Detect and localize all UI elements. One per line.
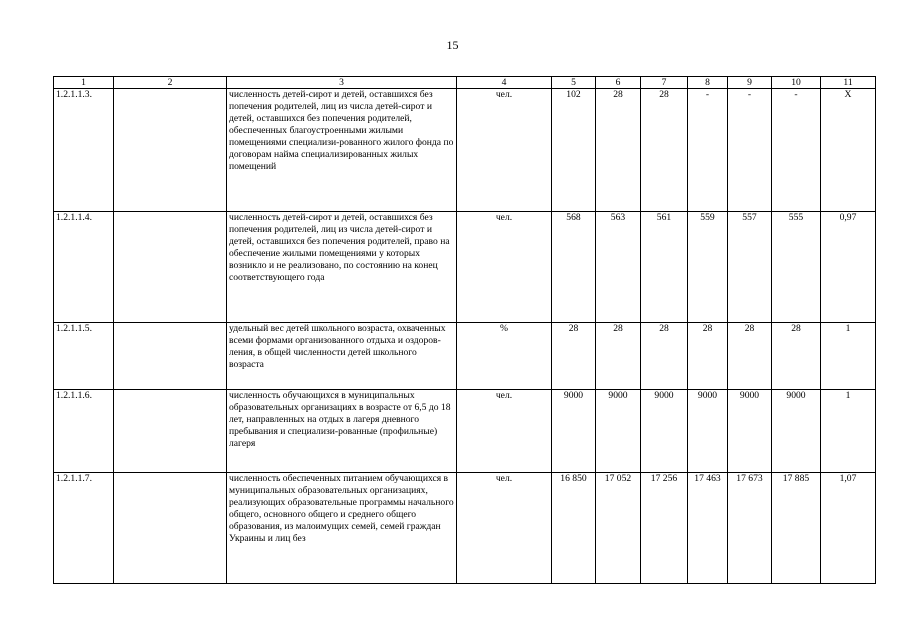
header-cell-3: 3 bbox=[227, 77, 457, 89]
value-col-9: 9000 bbox=[728, 390, 772, 473]
value-col-5: 28 bbox=[552, 323, 596, 390]
value-col-9: 28 bbox=[728, 323, 772, 390]
header-cell-2: 2 bbox=[114, 77, 227, 89]
table-row bbox=[54, 323, 876, 390]
value-col-7: 9000 bbox=[641, 390, 688, 473]
header-cell-11: 11 bbox=[821, 77, 876, 89]
value-col-9: 17 673 bbox=[728, 473, 772, 584]
indicator-description: численность детей-сирот и детей, оставшихся без попечения родителей, лиц из числа детей-сирот и детей, оставшихся без попечения родителей, право на обеспечение жилыми помещениями у которых возникло и не реализовано, по состоянию на конец соответствующего года bbox=[227, 212, 457, 323]
column-2-cell bbox=[114, 323, 227, 390]
header-cell-6: 6 bbox=[596, 77, 641, 89]
value-col-6: 28 bbox=[596, 89, 641, 212]
unit-cell: чел. bbox=[457, 89, 552, 212]
table-row bbox=[54, 89, 876, 212]
value-col-11: 1 bbox=[821, 390, 876, 473]
indicator-code: 1.2.1.1.4. bbox=[54, 212, 114, 323]
header-cell-7: 7 bbox=[641, 77, 688, 89]
value-col-5: 568 bbox=[552, 212, 596, 323]
value-col-11: 1 bbox=[821, 323, 876, 390]
value-col-10: - bbox=[772, 89, 821, 212]
value-col-10: 555 bbox=[772, 212, 821, 323]
indicator-code: 1.2.1.1.5. bbox=[54, 323, 114, 390]
value-col-9: 557 bbox=[728, 212, 772, 323]
value-col-7: 561 bbox=[641, 212, 688, 323]
value-col-5: 102 bbox=[552, 89, 596, 212]
value-col-8: 17 463 bbox=[688, 473, 728, 584]
unit-cell: чел. bbox=[457, 390, 552, 473]
value-col-11: 1,07 bbox=[821, 473, 876, 584]
value-col-8: - bbox=[688, 89, 728, 212]
table-header-row bbox=[54, 77, 876, 89]
indicator-description: численность обучающихся в муниципальных образовательных организациях в возрасте от 6,5 до 18 лет, направленных на отдых в лагеря дневного пребывания и специализи-рованные (профильные) лагеря bbox=[227, 390, 457, 473]
value-col-8: 9000 bbox=[688, 390, 728, 473]
value-col-10: 9000 bbox=[772, 390, 821, 473]
unit-cell: чел. bbox=[457, 473, 552, 584]
page-number: 15 bbox=[446, 38, 459, 52]
value-col-11: X bbox=[821, 89, 876, 212]
table-row bbox=[54, 473, 876, 584]
header-cell-8: 8 bbox=[688, 77, 728, 89]
column-2-cell bbox=[114, 473, 227, 584]
value-col-7: 28 bbox=[641, 89, 688, 212]
table-row bbox=[54, 390, 876, 473]
table-row bbox=[54, 212, 876, 323]
indicator-description: численность обеспеченных питанием обучающихся в муниципальных образовательных организациях, реализующих образовательные программы начального общего, основного общего и среднего общего образования, из малоимущих семей, семей граждан Украины и лиц без bbox=[227, 473, 457, 584]
column-2-cell bbox=[114, 212, 227, 323]
value-col-6: 563 bbox=[596, 212, 641, 323]
indicator-description: численность детей-сирот и детей, оставшихся без попечения родителей, лиц из числа детей-сирот и детей, оставшихся без попечения родителей, обеспеченных благоустроенными жилыми помещениями специализи-рованного жилого фонда по договорам найма специализированных жилых помещений bbox=[227, 89, 457, 212]
value-col-8: 559 bbox=[688, 212, 728, 323]
value-col-6: 9000 bbox=[596, 390, 641, 473]
header-cell-4: 4 bbox=[457, 77, 552, 89]
value-col-6: 17 052 bbox=[596, 473, 641, 584]
value-col-6: 28 bbox=[596, 323, 641, 390]
column-2-cell bbox=[114, 390, 227, 473]
value-col-5: 16 850 bbox=[552, 473, 596, 584]
value-col-9: - bbox=[728, 89, 772, 212]
indicator-code: 1.2.1.1.7. bbox=[54, 473, 114, 584]
value-col-8: 28 bbox=[688, 323, 728, 390]
value-col-5: 9000 bbox=[552, 390, 596, 473]
value-col-7: 17 256 bbox=[641, 473, 688, 584]
value-col-7: 28 bbox=[641, 323, 688, 390]
value-col-11: 0,97 bbox=[821, 212, 876, 323]
header-cell-5: 5 bbox=[552, 77, 596, 89]
unit-cell: % bbox=[457, 323, 552, 390]
value-col-10: 28 bbox=[772, 323, 821, 390]
indicator-code: 1.2.1.1.6. bbox=[54, 390, 114, 473]
unit-cell: чел. bbox=[457, 212, 552, 323]
indicators-table bbox=[53, 76, 876, 584]
value-col-10: 17 885 bbox=[772, 473, 821, 584]
column-2-cell bbox=[114, 89, 227, 212]
indicator-description: удельный вес детей школьного возраста, охваченных всеми формами организованного отдыха и оздоров-ления, в общей численности детей школьного возраста bbox=[227, 323, 457, 390]
header-cell-9: 9 bbox=[728, 77, 772, 89]
indicator-code: 1.2.1.1.3. bbox=[54, 89, 114, 212]
header-cell-10: 10 bbox=[772, 77, 821, 89]
header-cell-1: 1 bbox=[54, 77, 114, 89]
